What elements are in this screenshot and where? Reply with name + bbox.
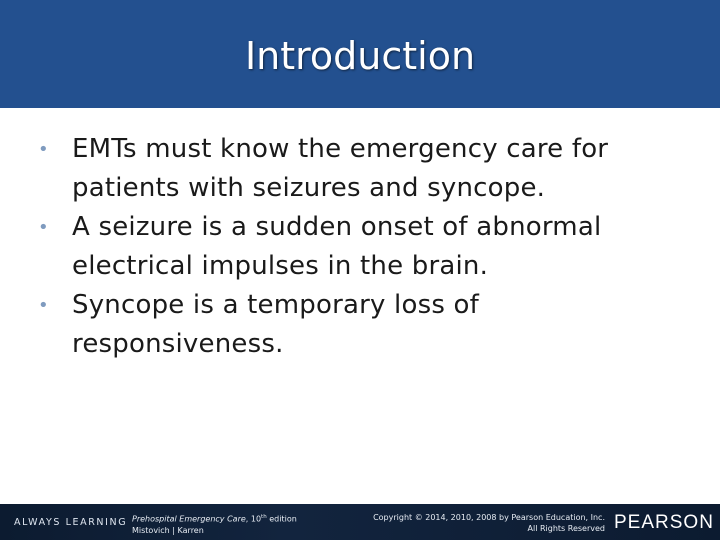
bullet-item (38, 130, 698, 208)
bullet-text: EMTs must know the emergency care for patients with seizures and syncope. (72, 134, 609, 203)
bullet-marker: • (38, 217, 49, 238)
bullet-text: A seizure is a sudden onset of abnormal electrical impulses in the brain. (72, 212, 602, 281)
book-title: Prehospital Emergency Care (132, 514, 246, 524)
book-authors: Mistovich | Karren (132, 525, 204, 535)
edition-word: edition (266, 514, 297, 524)
bullet-list (38, 130, 698, 364)
slide-title: Introduction (244, 34, 476, 78)
book-citation (132, 512, 297, 536)
footer-bar (0, 504, 720, 540)
footer-tagline: ALWAYS LEARNING (14, 517, 128, 528)
bullet-marker: • (38, 139, 49, 160)
book-title-line (132, 512, 297, 525)
title-banner (0, 0, 720, 108)
edition-number: , 10 (245, 514, 262, 524)
bullet-item (38, 286, 698, 364)
bullet-text: Syncope is a temporary loss of responsiveness. (72, 290, 480, 359)
copyright-line: Copyright © 2014, 2010, 2008 by Pearson Education, Inc. (373, 513, 605, 522)
bullet-item (38, 208, 698, 286)
edition-suffix: th (261, 514, 267, 520)
bullet-marker: • (38, 295, 49, 316)
rights-line: All Rights Reserved (527, 524, 605, 533)
pearson-logo: PEARSON (614, 512, 714, 533)
copyright-notice (373, 512, 605, 534)
